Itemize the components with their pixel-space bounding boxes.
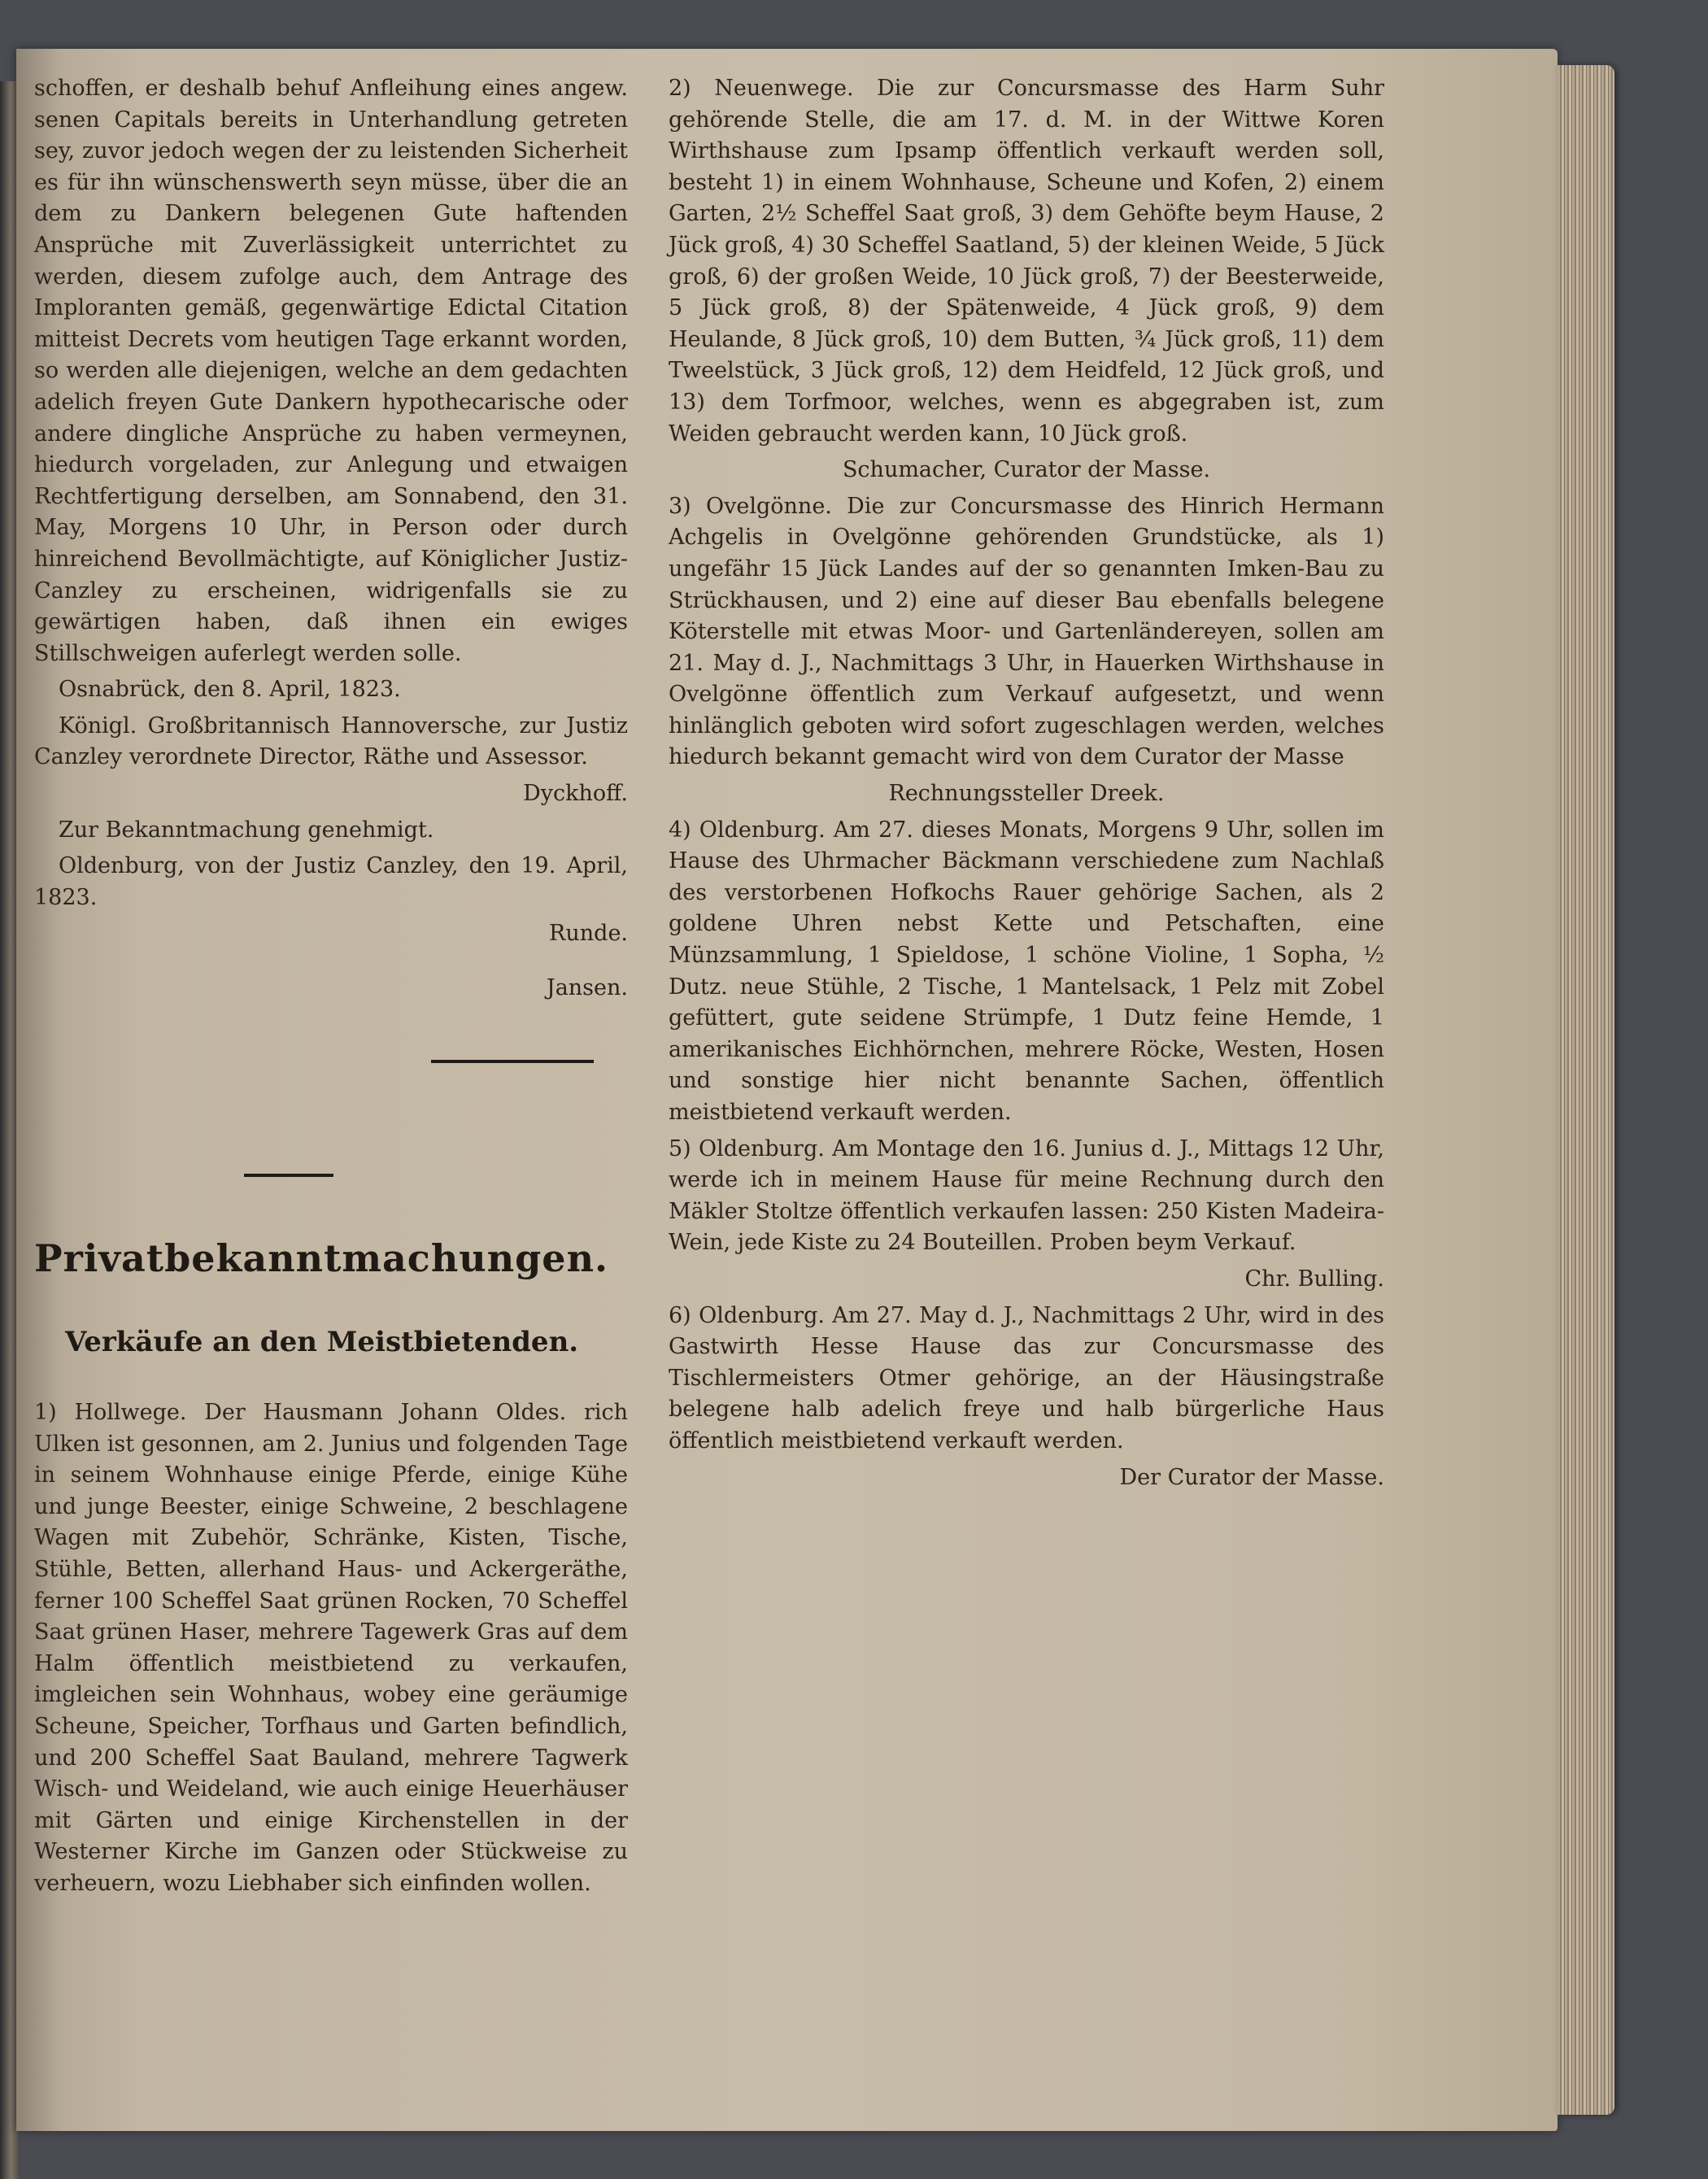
oldenburg-line: Oldenburg, von der Justiz Canzley, den 19. April, 1823. bbox=[34, 853, 628, 910]
section-subtitle: Verkäufe an den Meistbietenden. bbox=[65, 1326, 579, 1358]
left-column-lower bbox=[34, 1397, 628, 1905]
date-line: Osnabrück, den 8. April, 1823. bbox=[59, 677, 401, 703]
book-page-stack bbox=[1558, 65, 1614, 2115]
left-column-upper bbox=[34, 73, 628, 1009]
notice-oldenburg-3: 6) Oldenburg. Am 27. May d. J., Nachmittags 2 Uhr, wird in des Gastwirth Hesse Hause das zur Concursmasse des Tischlermeisters Otmer gehörige, an der Häusingstraße belegene halb adelich freye und halb bürgerliche Haus öffentlich meistbietend verkauft werden. bbox=[669, 1302, 1384, 1453]
separator-rule bbox=[431, 1060, 594, 1063]
signature-curator: Der Curator der Masse. bbox=[1119, 1464, 1384, 1490]
authority-line: Königl. Großbritannisch Hannoversche, zur Justiz Canzley verordnete Director, Räthe und Assessor. bbox=[34, 713, 628, 770]
notice-neuenwege: 2) Neuenwege. Die zur Concursmasse des Harm Suhr gehörende Stelle, die am 17. d. M. in der Wittwe Koren Wirthshause zum Ipsamp öffentlich verkauft werden soll, besteht 1) in einem Wohnhause, Scheune und Kofen, 2) einem Garten, 2½ Scheffel Saat groß, 3) dem Gehöfte beym Hause, 2 Jück groß, 4) 30 Scheffel Saatland, 5) der kleinen Weide, 5 Jück groß, 6) der großen Weide, 10 Jück groß, 7) der Beesterweide, 5 Jück groß, 8) der Spätenweide, 4 Jück groß, 9) dem Heulande, 8 Jück groß, 10) dem Butten, ¾ Jück groß, 11) dem Tweelstück, 3 Jück groß, 12) dem Heidfeld, 12 Jück groß, und 13) dem Torfmoor, welches, wenn es abgegraben ist, zum Weiden gebraucht werden kann, 10 Jück groß. bbox=[669, 76, 1384, 447]
edictal-citation-text: schoffen, er deshalb behuf Anfleihung eines angew. senen Capitals bereits in Unterhandlung getreten sey, zuvor jedoch wegen der zu leistenden Sicherheit es für ihn wünschenswerth seyn müsse, über die an dem zu Dankern belegenen Gute haftenden Ansprüche mit Zuverlässigkeit unterrichtet zu werden, diesem zufolge auch, dem Antrage des Imploranten gemäß, gegenwärtige Edictal Citation mitteist Decrets vom heutigen Tage erkannt worden, so werden alle diejenigen, welche an dem gedachten adelich freyen Gute Dankern hypothecarische oder andere dingliche Ansprüche zu haben vermeynen, hiedurch vorgeladen, zur Anlegung und etwaigen Rechtfertigung derselben, am Sonnabend, den 31. May, Morgens 10 Uhr, in Person oder durch hinreichend Bevollmächtigte, auf Königlicher Justiz-Canzley zu erscheinen, widrigenfalls sie zu gewärtigen haben, daß ihnen ein ewiges Stillschweigen auferlegt werden solle. bbox=[34, 76, 628, 666]
signature-runde: Runde. bbox=[549, 921, 628, 947]
notice-oldenburg-1: 4) Oldenburg. Am 27. dieses Monats, Morgens 9 Uhr, sollen im Hause des Uhrmacher Bäckmann verschiedene zum Nachlaß des verstorbenen Hofkochs Rauer gehörige Sachen, als 2 goldene Uhren nebst Kette und Petschaften, eine Münzsammlung, 1 Spieldose, 1 schöne Violine, 1 Sopha, ½ Dutz. neue Stühle, 2 Tische, 1 Mantelsack, 1 Pelz mit Zobel gefüttert, gute seidene Strümpfe, 1 Dutz feine Hemde, 1 amerikanisches Eichhörnchen, mehrere Röcke, Westen, Hosen und sonstige hier nicht benannte Sachen, öffentlich meistbietend verkauft werden. bbox=[669, 817, 1384, 1125]
signature-schumacher: Schumacher, Curator der Masse. bbox=[842, 457, 1211, 483]
right-column bbox=[669, 73, 1384, 1498]
notice-hollwege: 1) Hollwege. Der Hausmann Johann Oldes. rich Ulken ist gesonnen, am 2. Junius und folgenden Tage in seinem Wohnhause einige Pferde, einige Kühe und junge Beester, einige Schweine, 2 beschlagene Wagen mit Zubehör, Schränke, Kisten, Tische, Stühle, Betten, allerhand Haus- und Ackergeräthe, ferner 100 Scheffel Saat grünen Rocken, 70 Scheffel Saat grünen Haser, mehrere Tagewerk Gras auf dem Halm öffentlich meistbietend zu verkaufen, imgleichen sein Wohnhaus, wobey eine geräumige Scheune, Speicher, Torfhaus und Garten befindlich, und 200 Scheffel Saat Bauland, mehrere Tagwerk Wisch- und Weideland, wie auch einige Heuerhäuser mit Gärten und einige Kirchenstellen in der Westerner Kirche im Ganzen oder Stückweise zu verheuern, wozu Liebhaber sich einfinden wollen. bbox=[34, 1400, 628, 1896]
signature-dyckhoff: Dyckhoff. bbox=[523, 781, 628, 807]
notice-ovelgoenne: 3) Ovelgönne. Die zur Concursmasse des Hinrich Hermann Achgelis in Ovelgönne gehörenden Grundstücke, als 1) ungefähr 15 Jück Landes auf der so genannten Imken-Bau zu Strückhausen, und 2) eine auf dieser Bau ebenfalls belegene Köterstelle mit etwas Moor- und Gartenländereyen, sollen am 21. May d. J., Nachmittags 3 Uhr, in Hauerken Wirthshause in Ovelgönne öffentlich zum Verkauf aufgesetzt, und wenn hinlänglich geboten wird sofort zugeschlagen werden, welches hiedurch bekannt gemacht wird von dem Curator der Masse bbox=[669, 493, 1384, 770]
signature-jansen: Jansen. bbox=[546, 975, 628, 1001]
previous-page-edge bbox=[0, 81, 18, 2179]
notice-oldenburg-2: 5) Oldenburg. Am Montage den 16. Junius d. J., Mittags 12 Uhr, werde ich in meinem Hause für meine Rechnung durch den Mäkler Stoltze öffentlich verkaufen lassen: 250 Kisten Madeira-Wein, jede Kiste zu 24 Bouteillen. Proben beym Verkauf. bbox=[669, 1135, 1384, 1256]
signature-dreek: Rechnungssteller Dreek. bbox=[888, 781, 1165, 807]
section-divider bbox=[244, 1174, 333, 1177]
approval-line: Zur Bekanntmachung genehmigt. bbox=[59, 817, 434, 843]
signature-bulling: Chr. Bulling. bbox=[1244, 1266, 1384, 1292]
section-title: Privatbekanntmachungen. bbox=[34, 1236, 609, 1280]
